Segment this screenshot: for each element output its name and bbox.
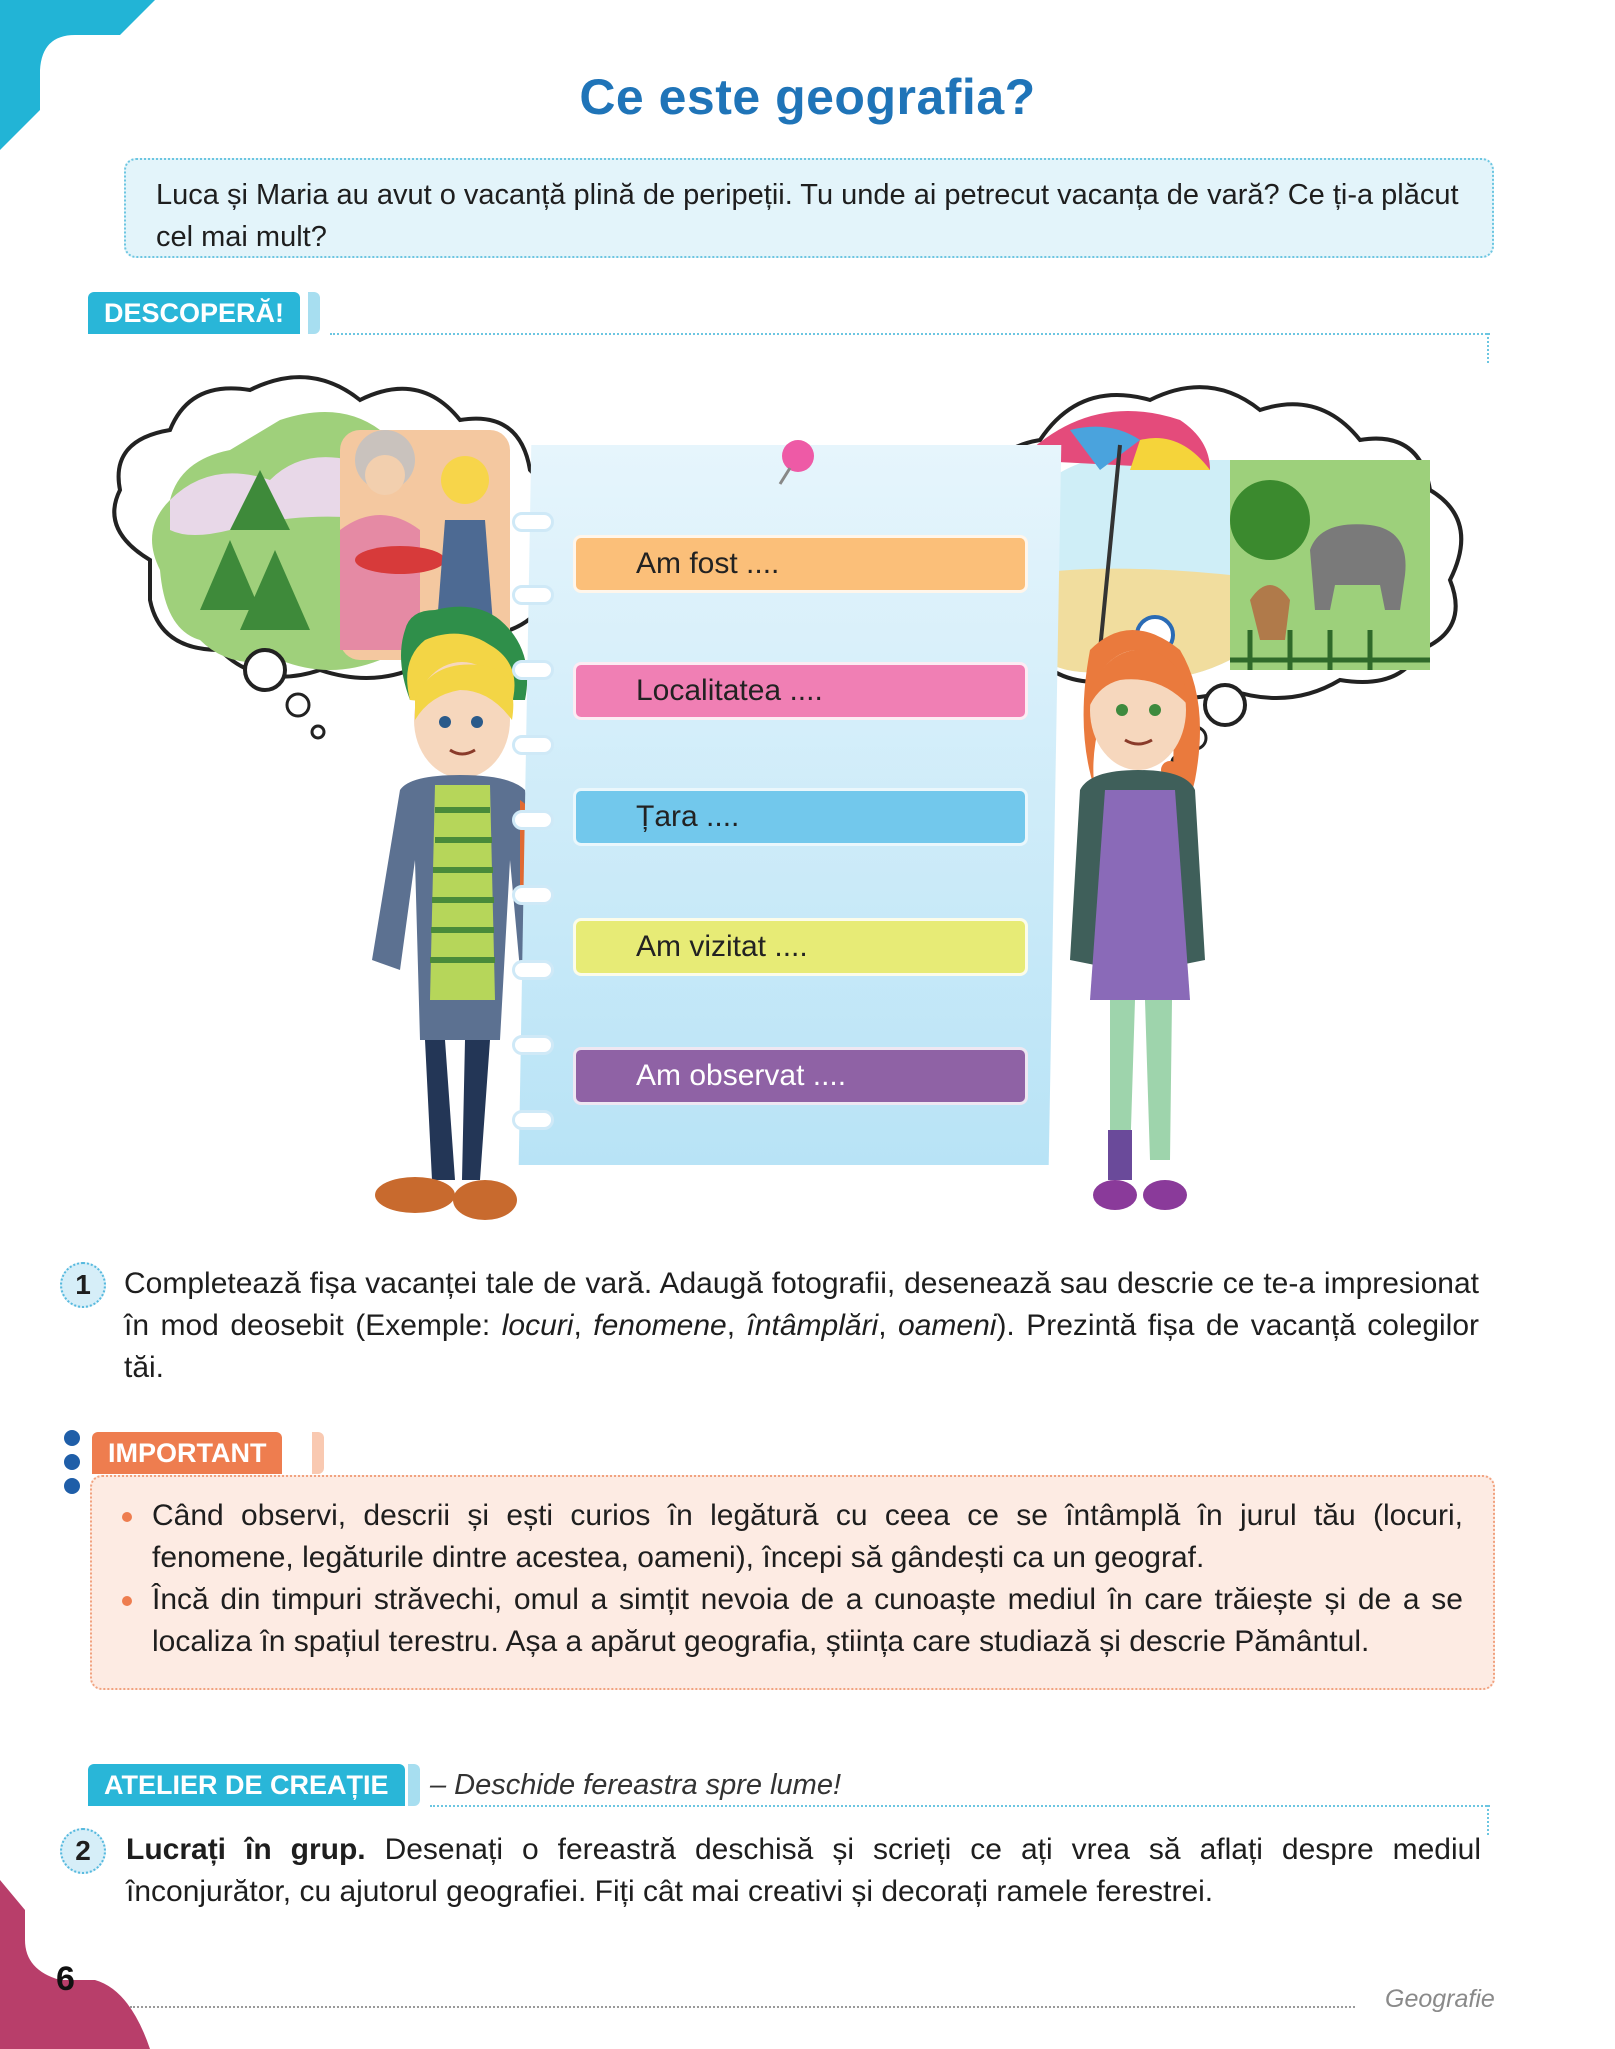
important-tab-stripe — [312, 1432, 324, 1474]
example-oameni: oameni — [898, 1309, 997, 1342]
example-fenomene: fenomene — [593, 1309, 727, 1342]
binder-ring — [512, 885, 554, 905]
binder-ring — [512, 1110, 554, 1130]
task-1-text-end: ). Prezintă fișa de vacanță colegilor tăi. — [124, 1309, 1480, 1384]
binder-ring — [512, 660, 554, 680]
worksheet-field-tara: Țara .... — [573, 788, 1028, 846]
important-item: Când observi, descrii și ești curios în legătură cu ceea ce se întâmplă în jurul tău (locuri, fenomene, legăturile dintre acestea, oameni), începi să gândești ca un geograf. — [152, 1495, 1463, 1579]
example-intamplari: întâmplări — [746, 1309, 879, 1342]
worksheet-field-am-vizitat: Am vizitat .... — [573, 918, 1028, 976]
discover-tab-stripe — [308, 292, 320, 334]
important-box — [90, 1475, 1495, 1690]
footer-subject: Geografie — [1385, 1985, 1495, 2013]
binder-ring — [512, 585, 554, 605]
task-number-2: 2 — [60, 1828, 106, 1874]
intro-box: Luca și Maria au avut o vacanță plină de peripeții. Tu unde ai petrecut vacanța de vară? Ce ți-a plăcut cel mai mult? — [124, 158, 1494, 258]
task-2-bold: Lucrați în grup. — [126, 1833, 366, 1866]
important-tab: IMPORTANT — [92, 1432, 282, 1474]
workshop-subtitle: – Deschide fereastra spre lume! — [430, 1769, 842, 1801]
workshop-tab: ATELIER DE CREAȚIE — [88, 1764, 405, 1806]
discover-tab: DESCOPERĂ! — [88, 292, 300, 334]
pushpin-icon — [770, 432, 830, 492]
workshop-divider — [430, 1805, 1490, 1807]
worksheet-field-am-observat: Am observat .... — [573, 1047, 1028, 1105]
task-number-1: 1 — [60, 1262, 106, 1308]
page-title: Ce este geografia? — [579, 69, 1036, 125]
task-2-text — [126, 1829, 1481, 1913]
binder-ring — [512, 810, 554, 830]
binder-ring — [512, 512, 554, 532]
page-number: 6 — [56, 1960, 75, 1998]
important-item: Încă din timpuri străvechi, omul a simțit nevoia de a cunoaște mediul în care trăiește și de a se localiza în spațiul terestru. Așa a apărut geografia, știința care studiază și descrie Pământul. — [152, 1579, 1463, 1663]
worksheet-field-am-fost: Am fost .... — [573, 535, 1028, 593]
discover-divider — [330, 333, 1490, 335]
task-1-text: Completează fișa vacanței tale de vară. Adaugă fotografii, desenează sau descrie ce te-a impresionat în mod deosebit (Exemple: locuri, fenomene, întâmplări, oameni). Prezintă fișa de vacanță colegilor tăi. — [124, 1267, 1480, 1384]
workshop-tab-stripe — [408, 1764, 420, 1806]
task-1-text-part: Completează fișa vacanței tale de vară. Adaugă fotografii, desenează sau descrie ce te-a impresionat în mod deosebit (Exemple: — [124, 1267, 1479, 1342]
character-maria — [1070, 630, 1205, 1210]
binder-ring — [512, 1035, 554, 1055]
bullet-dots-icon — [60, 1428, 84, 1500]
footer-divider — [130, 2006, 1355, 2008]
binder-ring — [512, 960, 554, 980]
workshop-divider-end — [1487, 1805, 1489, 1835]
task-2-text-part: Desenați o fereastră deschisă și scrieți ce ați vrea să aflați despre mediul înconjurător, cu ajutorul geografiei. Fiți cât mai creativi și decorați ramele ferestrei. — [126, 1833, 1481, 1908]
discover-divider-end — [1487, 333, 1489, 363]
example-locuri: locuri — [501, 1309, 574, 1342]
binder-ring — [512, 735, 554, 755]
worksheet-field-localitatea: Localitatea .... — [573, 662, 1028, 720]
